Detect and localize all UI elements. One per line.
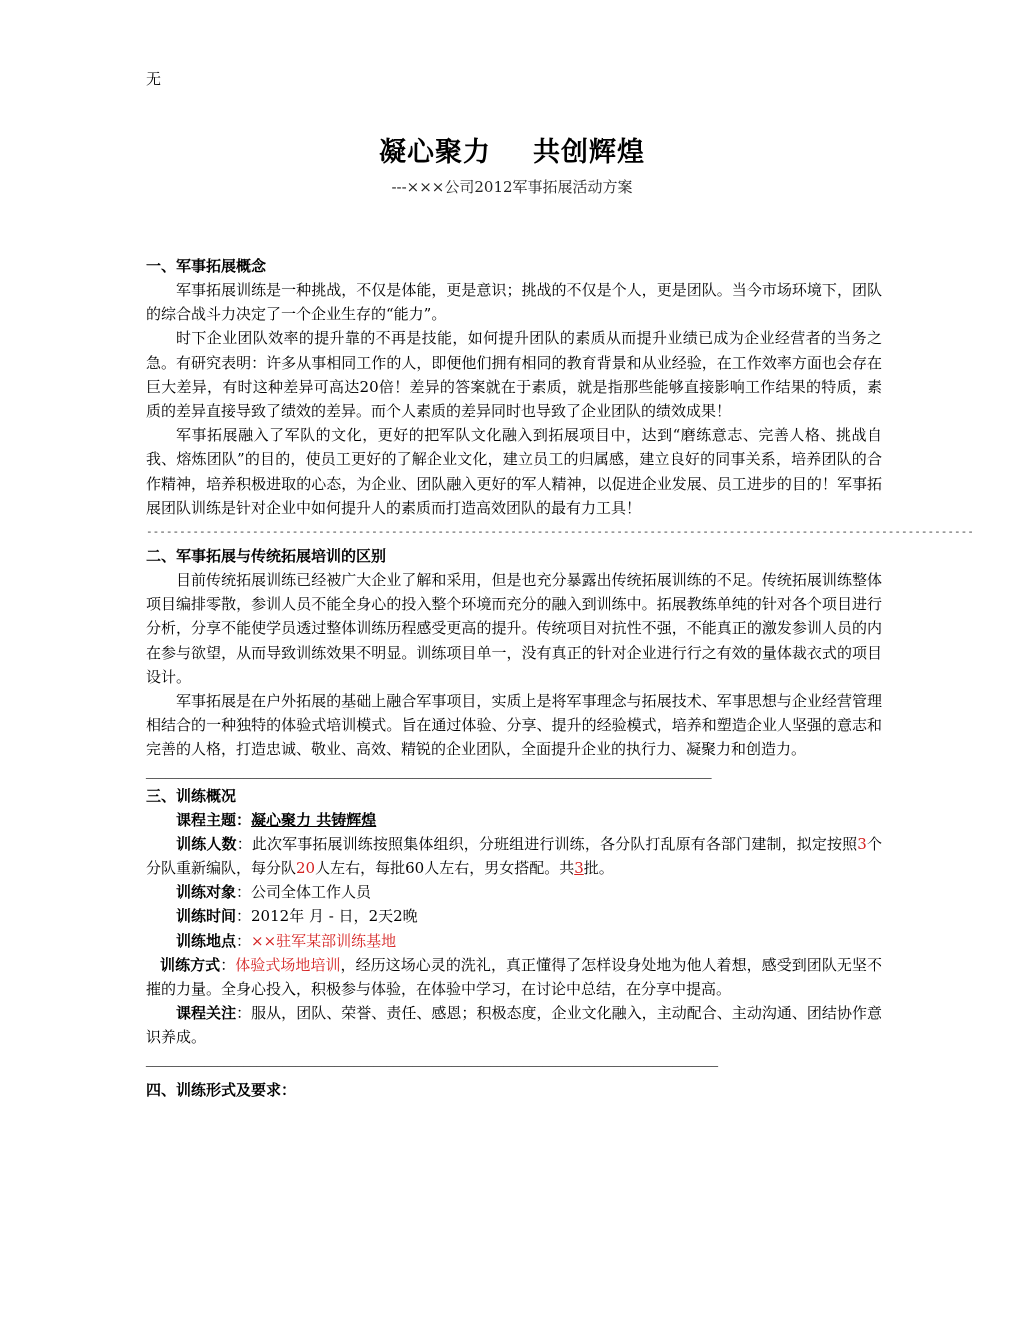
training-method-label: 训练方式	[160, 955, 221, 974]
document-subtitle: ---×××公司2012军事拓展活动方案	[391, 178, 633, 196]
section-heading-2: 二、军事拓展与传统拓展培训的区别	[146, 547, 387, 566]
training-target-line	[146, 880, 882, 904]
training-target-value: ：公司全体工作人员	[236, 883, 372, 902]
training-place-line: 训练地点：××驻军某部训练基地	[176, 931, 397, 950]
people-per-squad: 20	[296, 859, 316, 878]
title-left: 凝心聚力	[379, 137, 491, 168]
title-right: 共创辉煌	[533, 137, 645, 168]
course-theme-value: 凝心聚力 共铸辉煌	[251, 810, 377, 829]
course-theme-label: 课程主题：	[176, 810, 252, 829]
training-place-value: ××驻军某部训练基地	[251, 931, 397, 950]
training-target-label: 训练对象	[176, 883, 237, 902]
section1-paragraph: 时下企业团队效率的提升靠的不再是技能，如何提升团队的素质从而提升业绩已成为企业经营者的当务之急。有研究表明：许多从事相同工作的人，即便他们拥有相同的教育背景和从业经验，在工作效率方面也会存在巨大差异，有时这种差异可高达20倍！差异的答案就在于素质，就是指那些能够直接影响工作结果的特质，素质的差异直接导致了绩效的差异。而个人素质的差异同时也导致了企业团队的绩效成果！	[146, 329, 882, 421]
batch-count: 3	[574, 859, 584, 878]
course-theme-line	[146, 808, 882, 832]
training-time-label: 训练时间	[176, 907, 237, 926]
section-heading-3: 三、训练概况	[146, 786, 237, 805]
header-note: 无	[146, 70, 162, 88]
squad-count: 3	[857, 834, 867, 853]
training-method-paragraph: 训练方式：体验式场地培训，经历这场心灵的洗礼，真正懂得了怎样设身处地为他人着想，感受到团队无坚不摧的力量。全身心投入，积极参与体验，在体验中学习，在讨论中总结，在分享中提高。	[146, 955, 882, 999]
training-time-value: ：2012年 月 - 日，2天2晚	[236, 907, 418, 926]
section1-paragraph: 军事拓展训练是一种挑战，不仅是体能，更是意识；挑战的不仅是个人，更是团队。当今市场环境下，团队的综合战斗力决定了一个企业生存的“能力”。	[146, 281, 882, 324]
training-time-line	[146, 904, 882, 928]
section-heading-4: 四、训练形式及要求：	[146, 1080, 297, 1099]
course-focus-label: 课程关注	[176, 1004, 237, 1023]
training-method-value: 体验式场地培训	[235, 955, 341, 974]
section2-paragraph: 军事拓展是在户外拓展的基础上融合军事项目，实质上是将军事理念与拓展技术、军事思想与企业经营管理相结合的一种独特的体验式培训模式。旨在通过体验、分享、提升的经验模式，培养和塑造企业人坚强的意志和完善的人格，打造忠诚、敬业、高效、精锐的企业团队，全面提升企业的执行力、凝聚力和创造力。	[146, 692, 882, 759]
section-heading-1: 一、军事拓展概念	[146, 257, 267, 275]
separator-line: -----------------------------------------------------------------------------------------------------------------------------	[146, 525, 974, 539]
section2-paragraph: 目前传统拓展训练已经被广大企业了解和采用，但是也充分暴露出传统拓展训练的不足。传统拓展训练整体项目编排零散，参训人员不能全身心的投入整个环境而充分的融入到训练中。拓展教练单纯的针对各个项目进行分析，分享不能使学员透过整体训练历程感受更高的提升。传统项目对抗性不强，不能真正的激发参训人员的内在参与欲望，从而导致训练效果不明显。训练项目单一，没有真正的针对企业进行行之有效的量体裁衣式的项目设计。	[146, 571, 882, 686]
separator-line: _______________________________________________________________________________________	[146, 764, 712, 780]
course-focus-paragraph: 课程关注：服从，团队、荣誉、责任、感恩；积极态度，企业文化融入，主动配合、主动沟通、团结协作意识养成。	[146, 1004, 882, 1047]
training-place-label: 训练地点	[176, 931, 237, 950]
training-people-label: 训练人数	[176, 834, 237, 853]
section1-paragraph: 军事拓展融入了军队的文化，更好的把军队文化融入到拓展项目中，达到“磨练意志、完善人格、挑战自我、熔炼团队”的目的，使员工更好的了解企业文化，建立员工的归属感，建立良好的同事关系，培养团队的合作精神，培养积极进取的心态，为企业、团队融入更好的军人精神，以促进企业发展、员工进步的目的！军事拓展团队训练是针对企业中如何提升人的素质而打造高效团队的最有力工具！	[146, 426, 882, 517]
document-body	[146, 254, 974, 1102]
training-people-paragraph: 训练人数：此次军事拓展训练按照集体组织，分班组进行训练，各分队打乱原有各部门建制，拟定按照3个分队重新编队，每分队20人左右，每批60人左右，男女搭配。共3批。	[146, 834, 882, 878]
separator-line: ________________________________________________________________________________________	[146, 1052, 718, 1068]
document-title	[0, 130, 1024, 169]
